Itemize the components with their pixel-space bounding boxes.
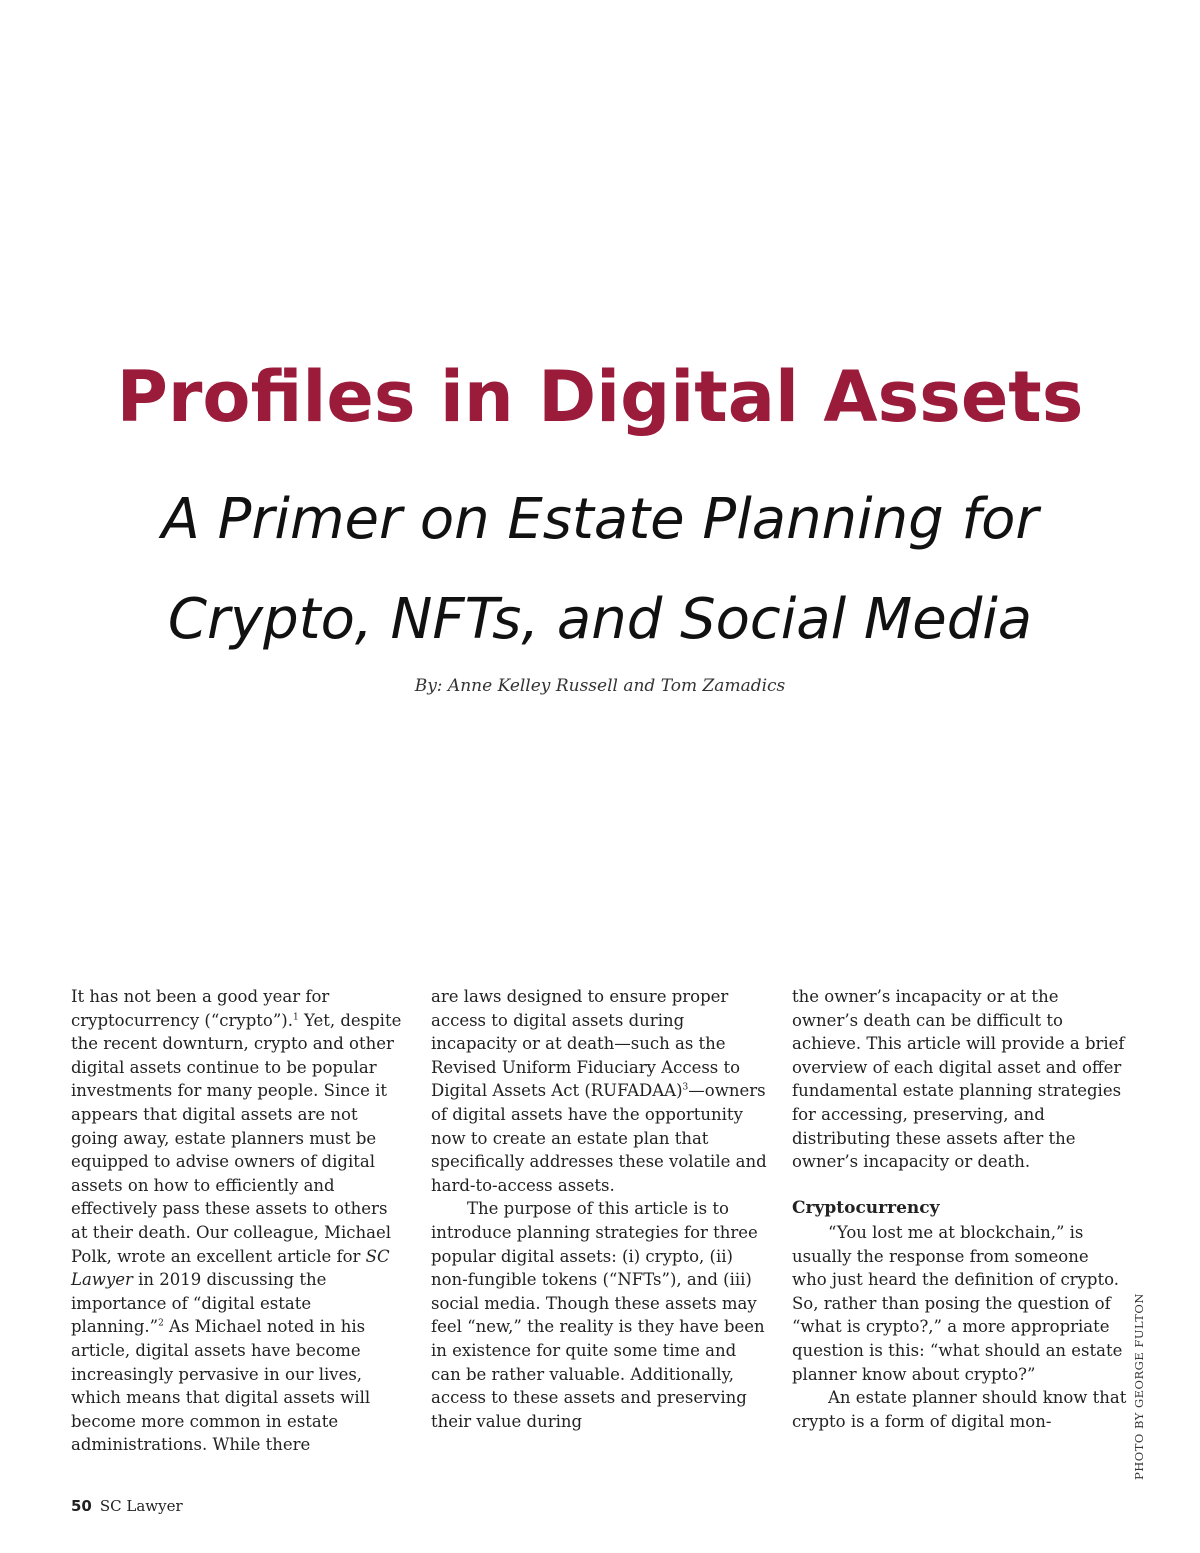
paragraph: the owner’s incapacity or at the owner’s death can be difficult to achieve. This article will provide a brief overview of each digital asset and offer fundamental estate planning strategies for accessing, preserving, and distributing these assets after the owner’s incapacity or death.: [792, 987, 1125, 1172]
text-run: It has not been a good year for cryptocurrency (“crypto”).: [71, 987, 330, 1030]
paragraph: “You lost me at blockchain,” is usually the response from someone who just heard the definition of crypto. So, rather than posing the question of “what is crypto?,” a more appropriate question is this: “what should an estate planner know about crypto?”: [792, 1222, 1123, 1384]
paragraph: An estate planner should know that crypto is a form of digital mon-: [792, 1388, 1127, 1431]
body-column-1: [71, 985, 407, 1457]
publication-name: SC Lawyer: [71, 1246, 390, 1290]
body-column-2: [431, 985, 767, 1433]
paragraph: [71, 985, 407, 1457]
byline: By: Anne Kelley Russell and Tom Zamadics: [414, 676, 786, 696]
footnote-ref-2: 2: [158, 1318, 164, 1329]
text-run: —owners of digital assets have the opportunity now to create an estate plan that specifically addresses these volatile and hard-to-access assets.: [431, 1081, 767, 1195]
page-footer: [71, 1495, 183, 1517]
text-run: As Michael noted in his article, digital assets have become increasingly pervasive in our lives, which means that digital assets will become more common in estate administrations. While there: [71, 1317, 371, 1455]
body-column-3: [792, 985, 1128, 1433]
paragraph: [431, 985, 767, 1197]
text-run: in 2019 discussing the importance of “digital estate planning.”: [71, 1270, 327, 1337]
photo-credit: [1131, 1292, 1147, 1480]
article-subtitle: [40, 470, 1160, 670]
publication-name: SC Lawyer: [99, 1497, 183, 1515]
text-run: are laws designed to ensure proper access to digital assets during incapacity or at death—such as the Revised Uniform Fiduciary Access to Digital Assets Act (RUFADAA): [431, 987, 741, 1101]
page-number: 50: [71, 1497, 92, 1515]
article-title: Profiles in Digital Assets: [116, 356, 1084, 438]
section-heading: Cryptocurrency: [792, 1198, 940, 1219]
photo-credit-text: PHOTO BY GEORGE FULTON: [1132, 1293, 1146, 1480]
subtitle-line-1: A Primer on Estate Planning for: [161, 487, 1039, 552]
paragraph: The purpose of this article is to introduce planning strategies for three popular digital assets: (i) crypto, (ii) non-fungible tokens (“NFTs”), and (iii) social media. Though these assets may feel “new,” the reality is they have been in existence for quite some time and can be rather valuable. Additionally, access to these assets and preserving their value during: [431, 1199, 765, 1431]
subtitle-line-2: Crypto, NFTs, and Social Media: [167, 587, 1033, 652]
text-run: Yet, despite the recent downturn, crypto and other digital assets continue to be popular investments for many people. Since it appears that digital assets are not going away, estate planners must be equipped to advise owners of digital assets on how to efficiently and effectively pass these assets to others at their death. Our colleague, Michael Polk, wrote an excellent article for: [71, 1010, 402, 1266]
footnote-ref-3: 3: [682, 1082, 689, 1093]
footnote-ref-1: 1: [293, 1012, 299, 1023]
